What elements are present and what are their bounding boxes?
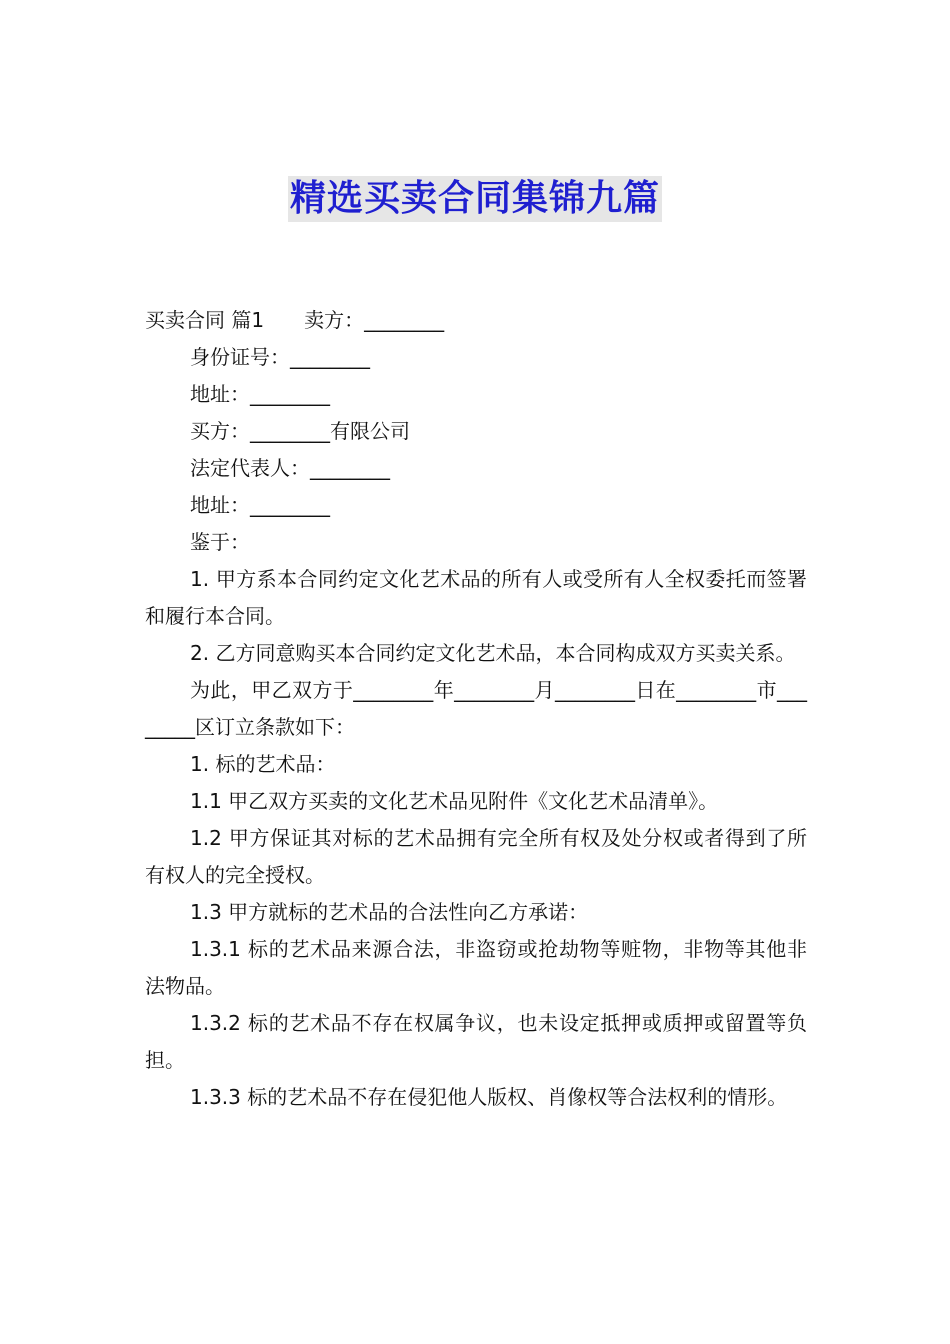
clause: 1.3.2 标的艺术品不存在权属争议，也未设定抵押或质押或留置等负担。 <box>145 1011 807 1072</box>
document-title: 精选买卖合同集锦九篇 <box>288 176 662 222</box>
id-number-line: 身份证号：________ <box>190 345 370 369</box>
paragraph: 为此，甲乙双方于________年________月________日在________市________区订立条款如下： <box>145 678 807 739</box>
clause: 1.1 甲乙双方买卖的文化艺术品见附件《文化艺术品清单》。 <box>190 789 719 813</box>
clause: 1.2 甲方保证其对标的艺术品拥有完全所有权及处分权或者得到了所有权人的完全授权。 <box>145 826 807 887</box>
whereas-heading: 鉴于： <box>190 530 250 554</box>
legal-representative-line: 法定代表人：________ <box>190 456 390 480</box>
clause: 1.3 甲方就标的艺术品的合法性向乙方承诺： <box>190 900 589 924</box>
title-container <box>0 176 950 222</box>
paragraph: 1. 甲方系本合同约定文化艺术品的所有人或受所有人全权委托而签署和履行本合同。 <box>145 567 807 628</box>
seller-address-line: 地址：________ <box>190 382 330 406</box>
clause: 1.3.1 标的艺术品来源合法，非盗窃或抢劫物等赃物，非物等其他非法物品。 <box>145 937 807 998</box>
clause: 1.3.3 标的艺术品不存在侵犯他人版权、肖像权等合法权利的情形。 <box>190 1085 788 1109</box>
paragraph: 2. 乙方同意购买本合同约定文化艺术品，本合同构成双方买卖关系。 <box>190 641 796 665</box>
seller-line: 买卖合同 篇1 卖方：________ <box>145 308 445 332</box>
buyer-address-line: 地址：________ <box>190 493 330 517</box>
buyer-line: 买方：________有限公司 <box>190 419 410 443</box>
document-body <box>145 302 807 1116</box>
clause-heading: 1. 标的艺术品： <box>190 752 336 776</box>
